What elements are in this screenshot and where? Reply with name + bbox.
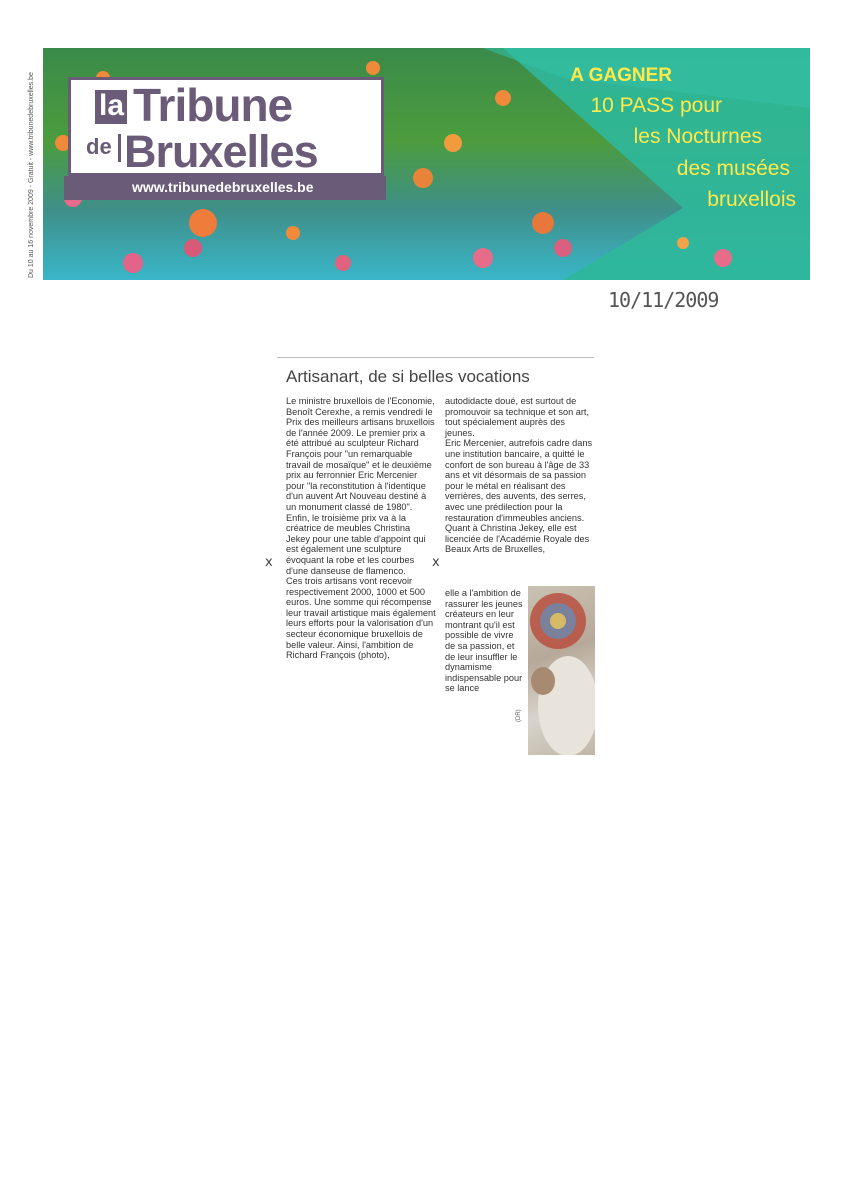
promo-line-4: des musées — [676, 157, 790, 180]
photo-artwork — [528, 586, 595, 755]
pen-mark: x — [432, 555, 440, 570]
handwritten-date: 10/11/2009 — [608, 288, 719, 312]
logo-url: www.tribunedebruxelles.be — [132, 179, 314, 195]
promo-line-1: A GAGNER — [570, 65, 672, 86]
promo-line-3: les Nocturnes — [633, 125, 762, 148]
photo-credit: (DR) — [516, 709, 522, 722]
article-paragraph: Ces trois artisans vont recevoir respectivement 2000, 1000 et 500 euros. Une somme qui récompense leur travail artistique mais également leurs efforts pour la valorisation d'un secteur économique bruxellois de belle valeur. Ainsi, l'ambition de Richard François (photo), — [286, 576, 436, 661]
logo-la: la — [99, 89, 125, 122]
article-paragraph: Eric Mercenier, autrefois cadre dans une institution bancaire, a quitté le confort de son bureau à l'âge de 33 ans et vit désormais de sa passion pour le métal en réalisant des verrières, des auvents, des serres, avec une prédilection pour la restauration d'immeubles anciens. — [445, 438, 593, 523]
article-photo — [528, 586, 595, 755]
article-top-rule — [277, 357, 594, 358]
article-paragraph: Quant à Christina Jekey, elle est licenciée de l'Académie Royale des Beaux Arts de Bruxelles, — [445, 523, 590, 555]
promo-line-2: 10 PASS pour — [590, 94, 722, 117]
pen-mark: x — [265, 555, 273, 570]
article-title: Artisanart, de si belles vocations — [286, 367, 530, 386]
promo-line-5: bruxellois — [707, 188, 796, 211]
side-edition-text: Du 10 au 16 novembre 2009 - Gratuit - www.tribunedebruxelles.be — [28, 72, 35, 278]
article-paragraph: Enfin, le troisième prix va à la créatrice de meubles Christina Jekey pour une table d'appoint qui est également une sculpture évoquant la robe et les courbes d'une danseuse de flamenco. — [286, 512, 426, 576]
article-column-3: elle a l'ambition de rassurer les jeunes créateurs en leur montrant qu'il est possible de vivre de sa passion, et de leur insuffler le dynamisme indispensable pour se lance — [445, 588, 523, 694]
article-column-1 — [286, 396, 436, 661]
article-paragraph: autodidacte doué, est surtout de promouvoir sa technique et son art, tout spécialement auprès des jeunes. — [445, 396, 590, 438]
article-column-2 — [445, 396, 595, 555]
article-paragraph: Le ministre bruxellois de l'Economie, Benoît Cerexhe, a remis vendredi le Prix des meilleurs artisans bruxellois de l'année 2009. Le premier prix a été attribué au sculpteur Richard François pour "un remarquable travail de mosaïque" et le deuxième prix au ferronnier Eric Mercenier pour "la reconstitution à l'identique d'un auvent Art Nouveau destiné à un monument classé de 1980". — [286, 396, 435, 512]
logo-tribune: Tribune — [133, 79, 293, 131]
logo-de: de — [86, 134, 112, 159]
logo-bruxelles: Bruxelles — [124, 126, 318, 177]
